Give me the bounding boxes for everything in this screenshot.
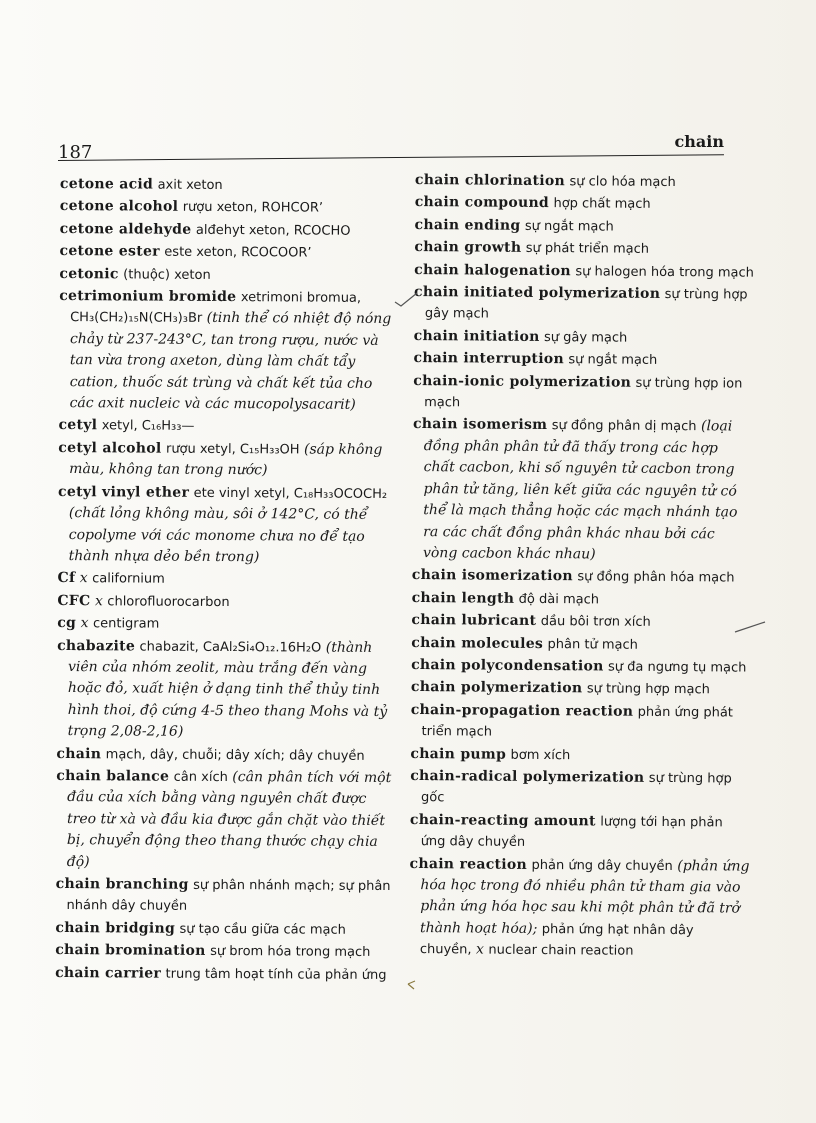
headword: chain growth [414, 239, 522, 257]
definition: axit xeton [157, 177, 223, 193]
part-of-speech: x [94, 592, 103, 609]
explanatory-note: (phản ứng hóa học trong đó nhiều phân tử tham gia vào phản ứng hóa học sau khi một phân tử đã trở thành hoạt hóa); [419, 857, 750, 937]
explanatory-note: (cân phân tích với một đầu của xích bằng vàng nguyên chất được treo từ xà và đầu kia được gắn chặt vào thiết bị, chuyển động theo thang thước chạy chia độ) [66, 769, 392, 870]
definition: sự đồng phân hóa mạch [577, 569, 735, 586]
dictionary-entry [59, 241, 399, 264]
dictionary-entry [57, 591, 397, 614]
dictionary-entry [414, 260, 754, 284]
page-number: 187 [58, 142, 93, 163]
dictionary-entry [414, 282, 754, 327]
headword: chain-reacting amount [409, 811, 596, 830]
dictionary-entry [60, 219, 400, 242]
part-of-speech: x [80, 615, 89, 632]
headword: cetyl [58, 417, 98, 434]
definition: sự gây mạch [544, 329, 628, 346]
definition: lượng tới hạn phản ứng dây chuyền [420, 814, 723, 851]
definition: alđehyt xeton, RCOCHO [195, 222, 351, 239]
definition: sự clo hóa mạch [569, 174, 676, 191]
right-column [409, 170, 755, 964]
dictionary-entry [413, 348, 753, 372]
pencil-check-mark [393, 290, 419, 310]
definition: sự ngắt mạch [524, 218, 614, 235]
definition: (thuộc) xeton [123, 267, 211, 283]
definition: sự trùng hợp gốc [421, 770, 732, 806]
definition: bơm xích [510, 747, 571, 763]
dictionary-entry [57, 636, 398, 745]
definition: dầu bôi trơn xích [540, 614, 651, 630]
headword: cetone ester [59, 243, 160, 260]
part-of-speech: x [79, 570, 88, 587]
dictionary-entry [56, 766, 397, 875]
definition: sự trùng hợp mạch [586, 681, 710, 698]
dictionary-entry [56, 744, 396, 767]
dictionary-entry [57, 568, 397, 591]
dictionary-entry [411, 610, 751, 634]
definition: xetyl, C₁₆H₃₃— [101, 418, 195, 435]
definition: trung tâm hoạt tính của phản ứng [165, 966, 387, 983]
dictionary-entry [58, 482, 399, 570]
dictionary-entry [414, 215, 754, 239]
pencil-tick-mark [405, 978, 419, 992]
headword: chain molecules [411, 634, 544, 652]
headword: chain-propagation reaction [410, 701, 634, 720]
headword: chain halogenation [414, 261, 571, 279]
headword: CFC [57, 592, 91, 609]
dictionary-entry [414, 237, 754, 261]
definition: sự phân nhánh mạch; sự phân nhánh dây chuyền [66, 877, 391, 915]
left-column [55, 174, 400, 987]
headword: cetone alcohol [59, 198, 179, 216]
definition: xetrimoni bromua, CH₃(CH₂)₁₅N(CH₃)₃Br [70, 290, 362, 327]
dictionary-entry [55, 940, 395, 963]
definition: sự halogen hóa trong mạch [575, 263, 755, 281]
headword: chain ending [414, 216, 521, 234]
headword: chain polymerization [410, 679, 583, 697]
cross-reference: nuclear chain reaction [488, 942, 634, 959]
running-head: chain [674, 132, 724, 151]
definition: sự brom hóa trong mạch [210, 944, 371, 961]
headword: chain balance [56, 767, 170, 785]
headword: cetyl vinyl ether [58, 483, 190, 501]
definition: rượu xeton, ROHCOR’ [182, 200, 324, 217]
dictionary-entry [409, 854, 750, 964]
dictionary-entry [415, 170, 755, 194]
headword: chain polycondensation [411, 656, 604, 675]
dictionary-entry [59, 264, 399, 287]
headword: cetone aldehyde [59, 220, 192, 238]
dictionary-entry [55, 874, 395, 919]
definition: este xeton, RCOCOOR’ [164, 244, 312, 261]
dictionary-entry [58, 415, 398, 438]
definition: sự đồng phân dị mạch [551, 418, 697, 435]
dictionary-entry [412, 414, 753, 567]
headword: chain length [411, 589, 515, 607]
explanatory-note: (loại đồng phân phân tử đã thấy trong các hợp chất cacbon, khi số nguyên tử cacbon trong phân tử tăng, liên kết giữa các nguyên tử có thể là mạch thẳng hoặc các mạch nhánh tạo ra các chất đồng phân khác nhau bởi các vòng cacbon khác nhau) [422, 418, 738, 563]
definition: californium [92, 571, 165, 587]
headword: chain initiation [413, 327, 540, 345]
pencil-dash-mark [733, 620, 767, 636]
definition: chabazit, CaAl₂Si₄O₁₂.16H₂O [139, 639, 322, 656]
dictionary-entry [412, 588, 752, 612]
headword: chain lubricant [411, 612, 537, 630]
headword: chain pump [410, 745, 507, 763]
definition: ete vinyl xetyl, C₁₈H₃₃OCOCH₂ [193, 485, 388, 502]
headword: chabazite [57, 637, 136, 654]
dictionary-entry [412, 565, 752, 589]
definition: phản ứng dây chuyền [531, 857, 673, 874]
dictionary-entry [55, 963, 395, 986]
headword: chain-ionic polymerization [413, 372, 632, 391]
headword: chain compound [414, 194, 550, 212]
explanatory-note: (tinh thể có nhiệt độ nóng chảy từ 237-243°C, tan trong rượu, nước và tan vừa trong axeton, dùng làm chất tẩy cation, thuốc sát trùng và chất kết tủa cho các axit nucleic và các mucopolysacarit) [69, 310, 392, 413]
headword: cetonic [59, 265, 119, 282]
definition: độ dài mạch [518, 591, 600, 608]
definition: sự trùng hợp ion mạch [424, 375, 743, 411]
definition: phân tử mạch [547, 636, 638, 653]
dictionary-entry [411, 700, 751, 745]
dictionary-entry [410, 766, 750, 811]
definition: rượu xetyl, C₁₅H₃₃OH [165, 441, 300, 458]
dictionary-entry [414, 326, 754, 350]
dictionary-entry [411, 633, 751, 657]
headword: chain reaction [409, 855, 528, 873]
part-of-speech: x [475, 941, 485, 958]
definition: sự trùng hợp gây mạch [424, 286, 748, 323]
headword: chain branching [55, 875, 189, 893]
dictionary-entry [58, 438, 398, 483]
headword: chain chlorination [414, 171, 566, 190]
definition: sự đa ngưng tụ mạch [607, 659, 747, 676]
definition: chlorofluorocarbon [107, 594, 230, 610]
dictionary-entry [55, 918, 395, 941]
headword: chain initiated polymerization [413, 284, 661, 302]
headword: chain carrier [55, 964, 162, 982]
headword: chain interruption [413, 350, 565, 368]
definition: mạch, dây, chuỗi; dây xích; dây chuyền [105, 746, 365, 764]
headword: cetone acid [59, 175, 154, 193]
headword: cetyl alcohol [58, 439, 162, 457]
headword: chain isomerization [411, 567, 573, 585]
headword: chain [56, 745, 102, 762]
explanatory-note: (chất lỏng không màu, sôi ở 142°C, có thể copolyme với các monome chưa no để tạo thành nhựa dẻo bền trong) [68, 505, 368, 566]
definition: centigram [92, 616, 160, 632]
headword: chain-radical polymerization [410, 767, 645, 786]
dictionary-entry [60, 174, 400, 197]
headword: chain isomerism [412, 416, 548, 434]
dictionary-entry [59, 286, 400, 417]
headword: cg [57, 615, 77, 632]
definition: cân xích [173, 769, 228, 786]
headword: Cf [57, 570, 76, 587]
definition: sự phát triển mạch [525, 241, 650, 258]
definition: phản ứng phát triển mạch [421, 704, 733, 740]
explanatory-note: (sáp không màu, không tan trong nước) [69, 441, 383, 479]
definition: hợp chất mạch [553, 196, 651, 213]
headword: chain bridging [55, 919, 176, 937]
dictionary-entry [410, 744, 750, 768]
dictionary-entry [57, 613, 397, 636]
page-header [58, 128, 724, 168]
dictionary-entry [411, 677, 751, 701]
dictionary-entry [410, 810, 750, 855]
definition: sự tạo cầu giữa các mạch [179, 921, 346, 938]
dictionary-entry [411, 655, 751, 679]
definition-extra: phản ứng hạt nhân dây chuyền, [419, 921, 694, 958]
dictionary-entry [413, 371, 753, 416]
headword: chain bromination [55, 942, 206, 960]
explanatory-note: (thành viên của nhóm zeolit, màu trắng đến vàng hoặc đỏ, xuất hiện ở dạng tinh thể thủy tinh hình thoi, độ cứng 4-5 theo thang Mohs và tỷ trọng 2,08-2,16) [67, 639, 388, 740]
headword: cetrimonium bromide [59, 288, 237, 306]
dictionary-entry [60, 196, 400, 219]
dictionary-entry [415, 192, 755, 216]
definition: sự ngắt mạch [568, 352, 658, 369]
